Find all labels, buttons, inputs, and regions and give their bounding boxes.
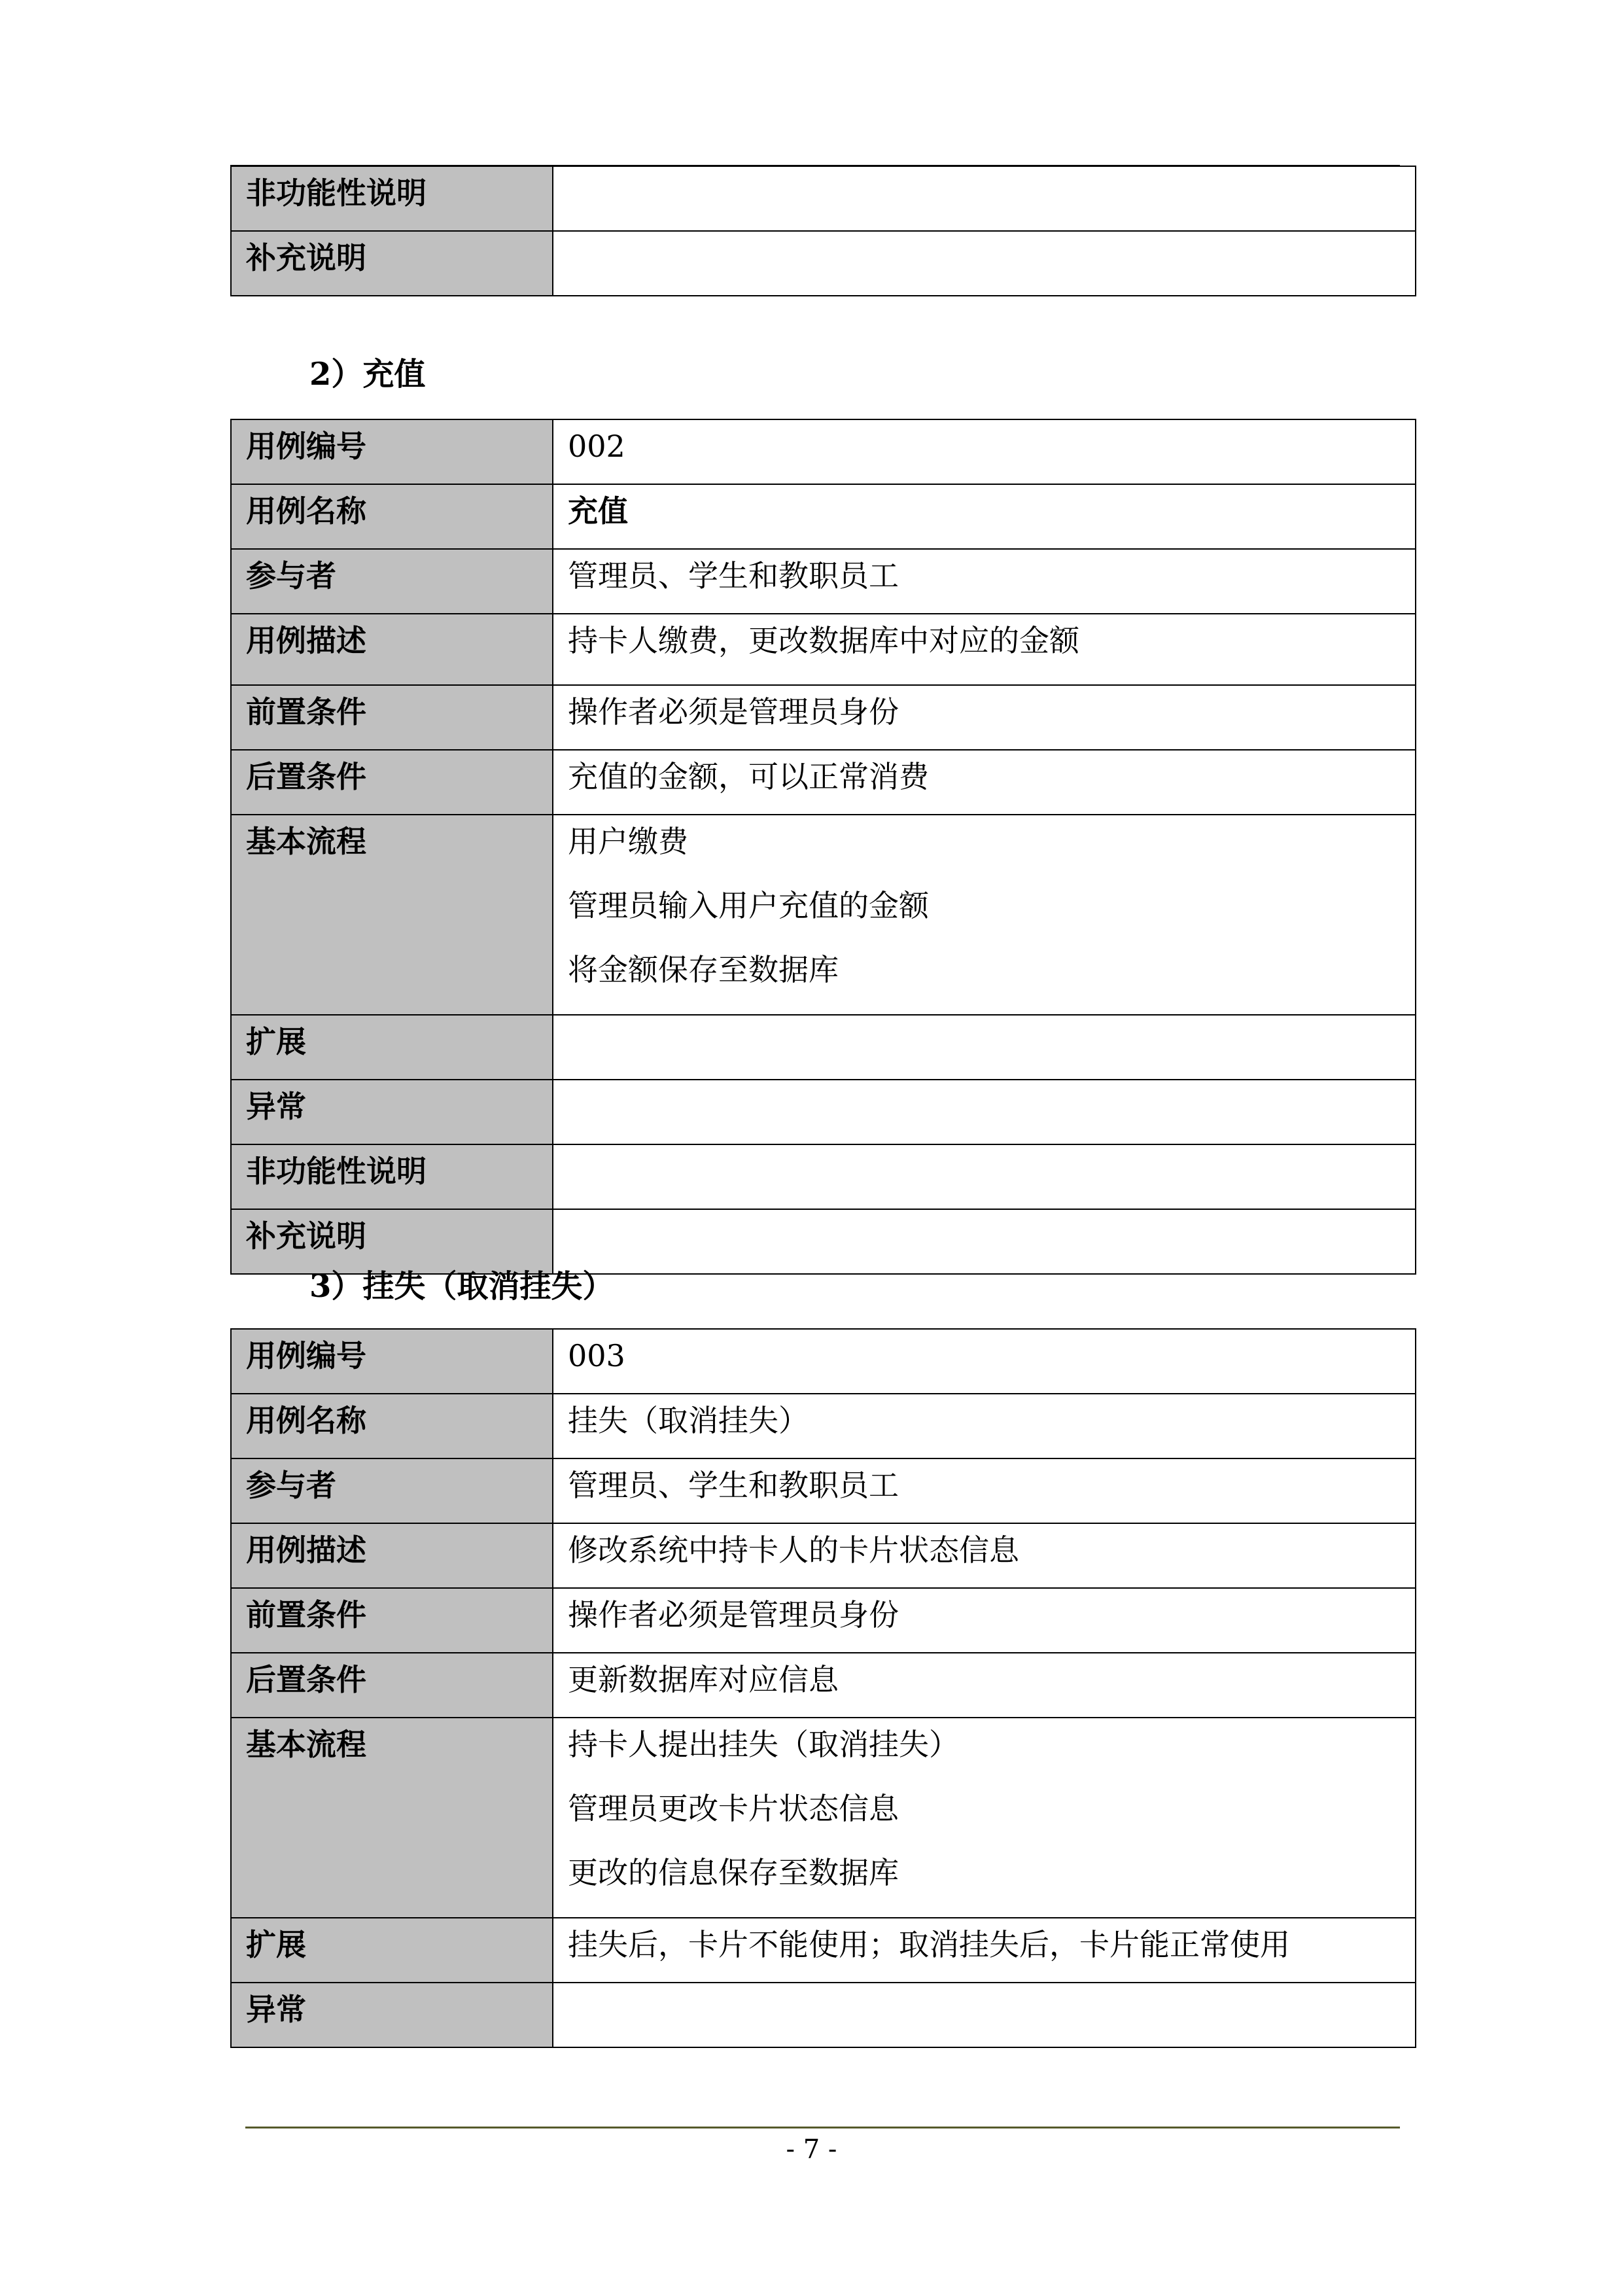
row-label: 用例名称 xyxy=(231,484,553,549)
table-row xyxy=(231,231,1416,296)
row-label: 扩展 xyxy=(231,1918,553,1983)
row-value xyxy=(553,231,1416,296)
row-value: 挂失（取消挂失） xyxy=(553,1394,1416,1458)
row-label: 参与者 xyxy=(231,1458,553,1523)
row-label: 前置条件 xyxy=(231,1588,553,1653)
use-case-table-002 xyxy=(230,419,1416,1275)
table-row xyxy=(231,815,1416,1015)
table-row xyxy=(231,1209,1416,1274)
table-row xyxy=(231,1015,1416,1080)
page-number: - 7 - xyxy=(786,2134,837,2164)
flow-step: 用户缴费 xyxy=(568,824,688,859)
use-case-table-003 xyxy=(230,1328,1416,2048)
row-label: 补充说明 xyxy=(231,1209,553,1274)
section-heading-recharge: 2）充值 xyxy=(309,356,426,393)
flow-steps xyxy=(553,1718,1416,1918)
row-label: 基本流程 xyxy=(231,815,553,1015)
flow-step: 更改的信息保存至数据库 xyxy=(568,1855,899,1890)
table-row xyxy=(231,1394,1416,1458)
row-value: 持卡人缴费，更改数据库中对应的金额 xyxy=(553,614,1416,685)
flow-step: 持卡人提出挂失（取消挂失） xyxy=(568,1727,959,1762)
table-row xyxy=(231,750,1416,815)
row-label: 非功能性说明 xyxy=(231,1144,553,1209)
row-value: 更新数据库对应信息 xyxy=(553,1653,1416,1718)
row-value: 003 xyxy=(553,1329,1416,1394)
table-row xyxy=(231,1080,1416,1144)
table-row xyxy=(231,1523,1416,1588)
row-value xyxy=(553,1144,1416,1209)
row-value xyxy=(553,1209,1416,1274)
row-value: 002 xyxy=(553,419,1416,484)
row-value xyxy=(553,166,1416,231)
row-label: 用例编号 xyxy=(231,419,553,484)
table-row xyxy=(231,685,1416,750)
row-value: 管理员、学生和教职员工 xyxy=(553,549,1416,614)
row-value: 修改系统中持卡人的卡片状态信息 xyxy=(553,1523,1416,1588)
section-heading-report-loss: 3）挂失（取消挂失） xyxy=(309,1268,614,1305)
table-row xyxy=(231,484,1416,549)
flow-step: 管理员更改卡片状态信息 xyxy=(568,1791,899,1826)
row-label: 异常 xyxy=(231,1983,553,2047)
use-case-table-001-tail xyxy=(230,166,1416,296)
row-value xyxy=(553,1983,1416,2047)
row-label: 参与者 xyxy=(231,549,553,614)
row-label: 用例编号 xyxy=(231,1329,553,1394)
row-label: 扩展 xyxy=(231,1015,553,1080)
table-row xyxy=(231,1653,1416,1718)
row-value: 挂失后，卡片不能使用；取消挂失后，卡片能正常使用 xyxy=(553,1918,1416,1983)
row-label: 用例描述 xyxy=(231,1523,553,1588)
row-value: 充值的金额，可以正常消费 xyxy=(553,750,1416,815)
row-label: 用例名称 xyxy=(231,1394,553,1458)
flow-steps xyxy=(553,815,1416,1015)
row-label: 后置条件 xyxy=(231,1653,553,1718)
row-label: 用例描述 xyxy=(231,614,553,685)
row-label: 非功能性说明 xyxy=(231,166,553,231)
flow-step: 将金额保存至数据库 xyxy=(568,952,839,987)
row-label: 补充说明 xyxy=(231,231,553,296)
table-row xyxy=(231,419,1416,484)
table-row xyxy=(231,166,1416,231)
table-row xyxy=(231,1458,1416,1523)
row-label: 前置条件 xyxy=(231,685,553,750)
table-row xyxy=(231,1144,1416,1209)
row-value xyxy=(553,1080,1416,1144)
table-row xyxy=(231,1329,1416,1394)
footer-rule xyxy=(245,2127,1400,2128)
row-label: 基本流程 xyxy=(231,1718,553,1918)
row-value xyxy=(553,1015,1416,1080)
row-value: 管理员、学生和教职员工 xyxy=(553,1458,1416,1523)
table-row xyxy=(231,549,1416,614)
row-label: 异常 xyxy=(231,1080,553,1144)
table-row xyxy=(231,1718,1416,1918)
table-row xyxy=(231,1918,1416,1983)
table-row xyxy=(231,1983,1416,2047)
row-value: 操作者必须是管理员身份 xyxy=(553,685,1416,750)
table-row xyxy=(231,614,1416,685)
row-value: 操作者必须是管理员身份 xyxy=(553,1588,1416,1653)
flow-step: 管理员输入用户充值的金额 xyxy=(568,888,929,923)
row-label: 后置条件 xyxy=(231,750,553,815)
table-row xyxy=(231,1588,1416,1653)
row-value: 充值 xyxy=(553,484,1416,549)
